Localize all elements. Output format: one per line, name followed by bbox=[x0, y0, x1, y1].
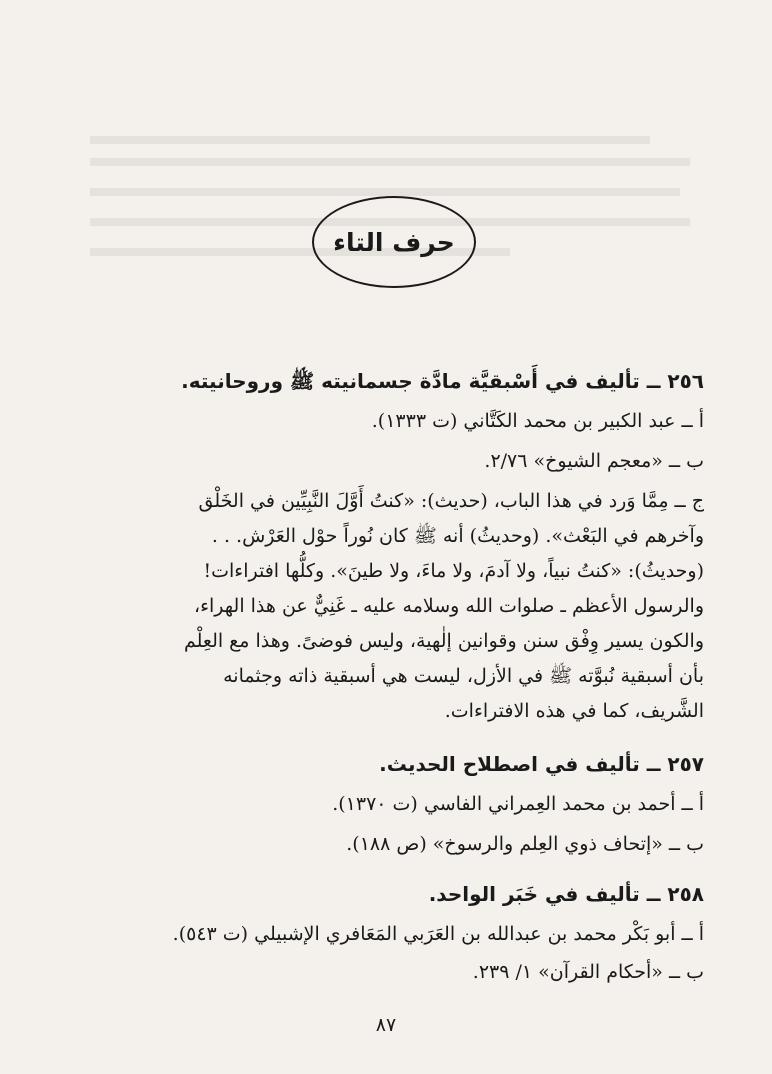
entry-item: أ ــ أبو بَكْر محمد بن عبدالله بن العَرَبي المَعَافري الإشبيلي (ت ٥٤٣). bbox=[172, 923, 704, 945]
section-title-oval bbox=[312, 196, 476, 288]
entry-item: ب ــ «إتحاف ذوي العِلم والرسوخ» (ص ١٨٨). bbox=[346, 833, 704, 855]
entry-item: وآخرهم في البَعْث». (وحديثُ) أنه ﷺ كان نُوراً حوْل العَرْش. . . bbox=[211, 525, 704, 547]
entry-heading: ٢٥٧ ــ تأليف في اصطلاح الحديث. bbox=[379, 752, 704, 776]
entry-item: أ ــ أحمد بن محمد العِمراني الفاسي (ت ١٣٧٠). bbox=[332, 793, 704, 815]
entry-item: والرسول الأعظم ـ صلوات الله وسلامه عليه ـ غَنِيٌّ عن هذا الهراء، bbox=[193, 595, 704, 617]
entry-heading: ٢٥٦ ــ تأليف في أَسْبقيَّة مادَّة جسمانيته ﷺ وروحانيته. bbox=[181, 369, 704, 393]
page-number: ٨٧ bbox=[375, 1014, 397, 1036]
entry-item: ج ــ مِمَّا وَرد في هذا الباب، (حديث): «كنتُ أَوَّلَ النَّبِيِّين في الخَلْق bbox=[198, 490, 704, 512]
entry-item: ب ــ «أحكام القرآن» ١/ ٢٣٩. bbox=[472, 961, 704, 983]
entry-item: الشَّريف، كما في هذه الافتراءات. bbox=[444, 700, 704, 722]
entry-item: أ ــ عبد الكبير بن محمد الكَتَّاني (ت ١٣٣٣). bbox=[371, 410, 704, 432]
entry-item: (وحديثُ): «كنتُ نبياً، ولا آدمَ، ولا ماءَ، ولا طينَ». وكلُّها افتراءات! bbox=[203, 560, 704, 582]
entry-item: والكون يسير وِفْق سنن وقوانين إلٰهية، وليس فوضىً. وهذا مع العِلْم bbox=[183, 630, 704, 652]
entry-heading: ٢٥٨ ــ تأليف في خَبَر الواحد. bbox=[428, 882, 704, 906]
entry-item: ب ــ «معجم الشيوخ» ٢/٧٦. bbox=[484, 450, 704, 472]
section-title: حرف التاء bbox=[333, 227, 455, 257]
entry-item: بأن أسبقية نُبوَّته ﷺ في الأزل، ليست هي أسبقية ذاته وجثمانه bbox=[223, 665, 704, 687]
